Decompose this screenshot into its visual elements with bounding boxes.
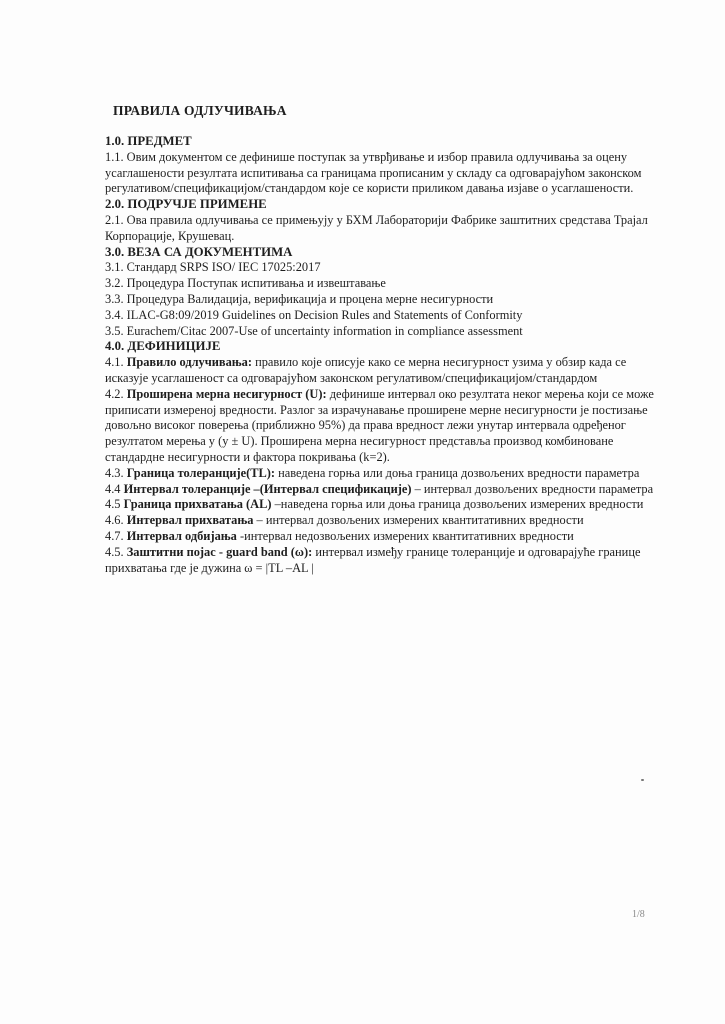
definition-text: интервал између границе толеранције и одговарајуће границе прихватања где је дужина ω = |TL –AL | <box>105 544 641 575</box>
definition-text: – интервал дозвољених вредности параметра <box>411 481 654 496</box>
definition-number: 4.6. <box>105 513 124 528</box>
definition-expanded-uncertainty <box>105 387 665 466</box>
definition-tolerance-limit <box>105 466 665 482</box>
section-heading-scope: 2.0. ПОДРУЧЈЕ ПРИМЕНЕ <box>105 197 267 212</box>
definition-term: Граница прихватања (AL) <box>123 497 272 512</box>
definition-term: Граница толеранције(TL): <box>126 465 276 480</box>
definition-term: Интервал прихватања <box>126 513 254 528</box>
definition-number: 4.7. <box>105 528 124 543</box>
document-body <box>105 134 665 576</box>
definition-term: Проширена мерна несигурност (U): <box>126 386 327 401</box>
definition-acceptance-limit <box>105 497 665 513</box>
scan-speck <box>641 779 644 781</box>
definition-text: правило које описује како се мерна несигурност узима у обзир када се исказује усаглашеност са одговарајућом законском регулативом/спецификацијом/стандардом <box>105 355 627 385</box>
reference-item: 3.4. ILAC-G8:09/2019 Guidelines on Decision Rules and Statements of Conformity <box>105 307 523 322</box>
page-number: 1/8 <box>632 909 645 920</box>
definition-tolerance-interval <box>105 482 665 498</box>
definition-text: -интервал недозвољених измерених квантитативних вредности <box>236 528 574 543</box>
definition-number: 4.3. <box>105 465 124 480</box>
document-title: ПРАВИЛА ОДЛУЧИВАЊА <box>113 103 287 118</box>
section-heading-subject: 1.0. ПРЕДМЕТ <box>105 134 192 148</box>
definition-text: дефинише интервал око резултата неког мерења који се може приписати измереној вредности. Разлог за израчунавање проширене мерне несигурности је постизање довољно високог поверења (приближно 95%) да права вредност лежи унутар интервала одређеног резултатом мерења у (y ± U). Проширена мерна несигурност представља производ комбиноване стандардне несигурности и фактора покривања (k=2). <box>105 386 654 464</box>
reference-item: 3.2. Процедура Поступак испитивања и извештавање <box>105 276 386 291</box>
definition-rejection-interval <box>105 529 665 545</box>
section-heading-references: 3.0. ВЕЗА СА ДОКУМЕНТИМА <box>105 244 293 259</box>
definition-text: – интервал дозвољених измерених квантитативних вредности <box>253 513 584 528</box>
reference-item: 3.5. Eurachem/Citac 2007-Use of uncertainty information in compliance assessment <box>105 323 523 338</box>
definition-text: –наведена горња или доња граница дозвољених измерених вредности <box>271 497 644 512</box>
definition-term: Интервал толеранције –(Интервал спецификације) <box>123 481 412 496</box>
definition-term: Интервал одбијања <box>126 528 237 543</box>
paragraph-1-1: 1.1. Овим документом се дефинише поступак за утврђивање и избор правила одлучивања за оцену усаглашености резултата испитивања са границама прописаним у складу са одговарајућом законском регулативом/спецификацијом/стандардом које се користи приликом давања изјаве о усаглашености. <box>105 149 642 196</box>
definition-guard-band <box>105 545 665 577</box>
definition-number: 4.1. <box>105 355 124 370</box>
definition-decision-rule <box>105 355 665 387</box>
definition-term: Правило одлучивања: <box>126 355 252 370</box>
definition-term: Заштитни појас - guard band (ω): <box>126 544 313 559</box>
section-heading-definitions: 4.0. ДЕФИНИЦИЈЕ <box>105 339 221 354</box>
definition-number: 4.5. <box>105 544 124 559</box>
definition-text: наведена горња или доња граница дозвољених вредности параметра <box>275 465 640 480</box>
definition-number: 4.4 <box>105 481 121 496</box>
reference-item: 3.3. Процедура Валидација, верификација и процена мерне несигурности <box>105 291 494 306</box>
definition-number: 4.5 <box>105 497 121 512</box>
definition-number: 4.2. <box>105 386 124 401</box>
reference-item: 3.1. Стандард SRPS ISO/ IEC 17025:2017 <box>105 260 321 275</box>
paragraph-2-1: 2.1. Ова правила одлучивања се примењују у БХМ Лабораторији Фабрике заштитних средстава Трајал Корпорације, Крушевац. <box>105 212 648 243</box>
definition-acceptance-interval <box>105 513 665 529</box>
